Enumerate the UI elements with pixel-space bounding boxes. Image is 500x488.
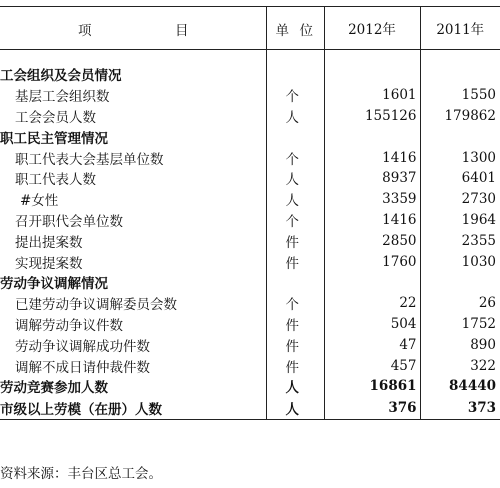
value-2012: 8937 — [324, 168, 420, 189]
header-unit-right: 位 — [299, 23, 313, 39]
value-2012: 16861 — [324, 376, 420, 397]
row-unit: 件 — [266, 334, 324, 355]
row-label: 召开职代会单位数 — [15, 213, 123, 230]
table-row — [0, 230, 500, 251]
header-item-left: 项 — [78, 23, 92, 39]
value-2011: 6401 — [420, 168, 500, 189]
table-row — [0, 355, 500, 376]
row-unit: 个 — [266, 85, 324, 106]
row-label: 工会组织及会员情况 — [0, 68, 122, 85]
value-2011: 322 — [420, 355, 500, 376]
value-2011: 1964 — [420, 210, 500, 231]
section-row — [0, 272, 500, 293]
row-unit: 人 — [266, 106, 324, 127]
value-2012: 376 — [324, 397, 420, 420]
row-label: 调解劳动争议件数 — [15, 317, 123, 334]
table-row — [0, 251, 500, 272]
value-2012: 155126 — [324, 106, 420, 127]
value-2012: 2850 — [324, 230, 420, 251]
row-label: 职工民主管理情况 — [0, 130, 108, 147]
row-unit: 件 — [266, 230, 324, 251]
row-unit: 人 — [266, 397, 324, 420]
value-2012 — [324, 126, 420, 147]
value-2011: 1300 — [420, 147, 500, 168]
table-row — [0, 376, 500, 397]
value-2011: 179862 — [420, 106, 500, 127]
value-2012: 3359 — [324, 189, 420, 210]
value-2012: 1416 — [324, 147, 420, 168]
section-row — [0, 64, 500, 85]
value-2011 — [420, 64, 500, 85]
row-label: 工会会员人数 — [15, 109, 96, 126]
table-row — [0, 397, 500, 420]
row-unit: 个 — [266, 210, 324, 231]
value-2012: 1601 — [324, 85, 420, 106]
table-row — [0, 147, 500, 168]
value-2011: 2355 — [420, 230, 500, 251]
header-item — [0, 7, 266, 50]
row-label: 市级以上劳模（在册）人数 — [0, 397, 266, 420]
row-unit: 个 — [266, 147, 324, 168]
value-2012: 47 — [324, 334, 420, 355]
row-label: 已建劳动争议调解委员会数 — [15, 297, 177, 314]
row-label: 职工代表大会基层单位数 — [15, 151, 164, 168]
row-unit: 人 — [266, 189, 324, 210]
value-2011 — [420, 272, 500, 293]
row-label: #女性 — [20, 193, 59, 210]
row-unit — [266, 272, 324, 293]
row-unit: 人 — [266, 376, 324, 397]
row-unit: 件 — [266, 355, 324, 376]
value-2011: 1752 — [420, 314, 500, 335]
table-row — [0, 334, 500, 355]
table-row — [0, 85, 500, 106]
source-note: 资料来源：丰台区总工会。 — [0, 466, 162, 482]
table-row — [0, 210, 500, 231]
value-2011: 1030 — [420, 251, 500, 272]
row-label: 提出提案数 — [15, 234, 83, 251]
row-unit: 件 — [266, 251, 324, 272]
spacer-row — [0, 50, 500, 65]
value-2012: 1416 — [324, 210, 420, 231]
header-unit-left: 单 — [275, 23, 289, 39]
value-2011: 26 — [420, 293, 500, 314]
table-row — [0, 314, 500, 335]
row-unit — [266, 64, 324, 85]
row-label: 基层工会组织数 — [15, 89, 110, 106]
value-2011: 84440 — [420, 376, 500, 397]
union-statistics-table — [0, 6, 500, 420]
header-year-2012: 2012年 — [324, 7, 420, 50]
value-2012: 504 — [324, 314, 420, 335]
value-2011 — [420, 126, 500, 147]
value-2012 — [324, 272, 420, 293]
table-header-row — [0, 7, 500, 50]
value-2012 — [324, 64, 420, 85]
value-2012: 1760 — [324, 251, 420, 272]
value-2011: 1550 — [420, 85, 500, 106]
table-row — [0, 293, 500, 314]
value-2012: 22 — [324, 293, 420, 314]
row-unit — [266, 126, 324, 147]
row-unit: 件 — [266, 314, 324, 335]
value-2012: 457 — [324, 355, 420, 376]
row-label: 调解不成日请仲裁件数 — [15, 359, 150, 376]
row-label: 职工代表人数 — [15, 172, 96, 189]
row-label: 劳动竞赛参加人数 — [0, 380, 108, 397]
header-unit — [266, 7, 324, 50]
row-label: 劳动争议调解情况 — [0, 276, 108, 293]
row-label: 劳动争议调解成功件数 — [15, 338, 150, 355]
row-unit: 人 — [266, 168, 324, 189]
section-row — [0, 126, 500, 147]
header-item-right: 目 — [175, 23, 189, 39]
header-year-2011: 2011年 — [420, 7, 500, 50]
value-2011: 890 — [420, 334, 500, 355]
value-2011: 2730 — [420, 189, 500, 210]
table-row — [0, 189, 500, 210]
value-2011: 373 — [420, 397, 500, 420]
table-row — [0, 168, 500, 189]
table-row — [0, 106, 500, 127]
row-unit: 个 — [266, 293, 324, 314]
row-label: 实现提案数 — [15, 255, 83, 272]
